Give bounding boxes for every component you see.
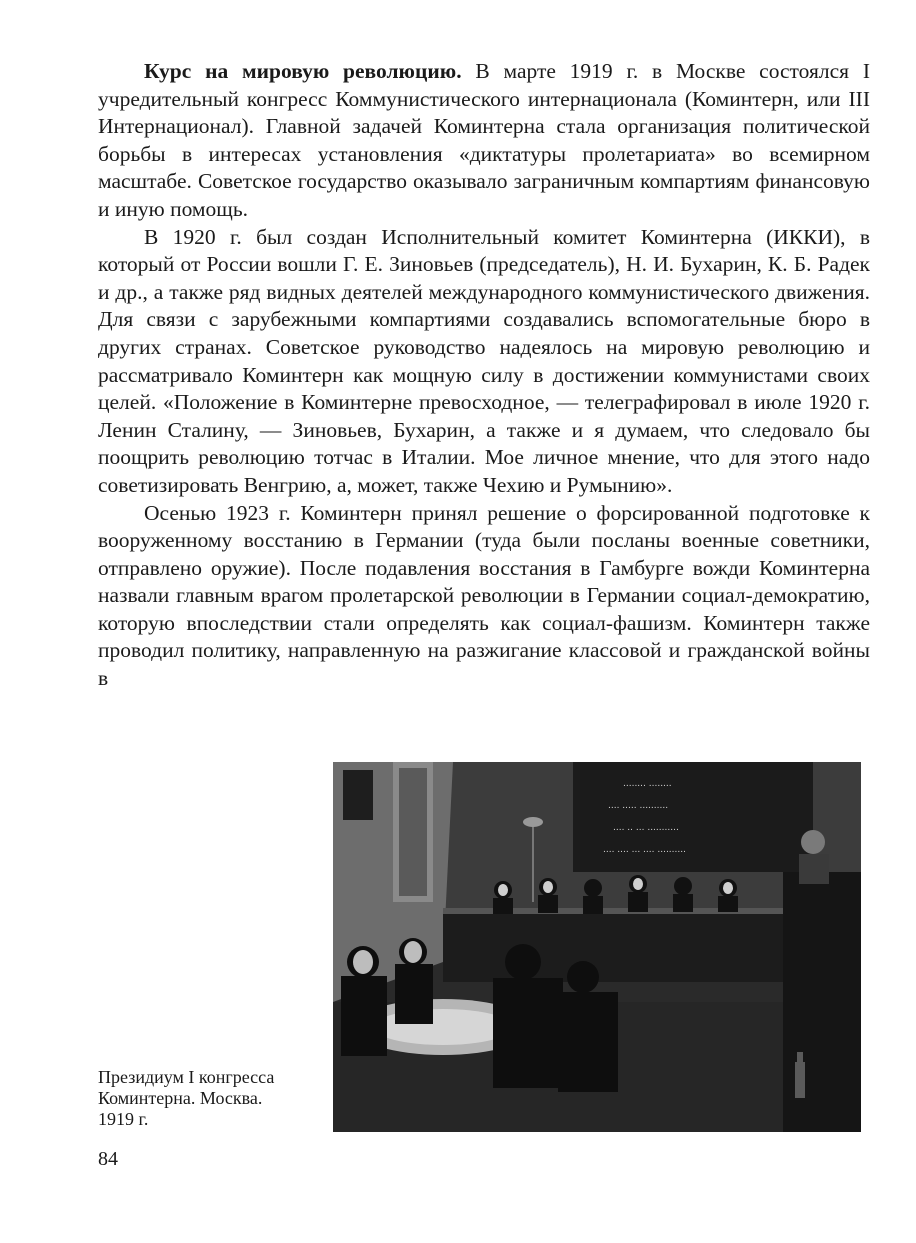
photo-illustration — [333, 762, 861, 1132]
caption-line: Коминтерна. Москва. — [98, 1088, 263, 1108]
page-number: 84 — [98, 1148, 118, 1170]
svg-text:.... .. ... ...........: .... .. ... ........... — [613, 823, 679, 833]
svg-text:.... .... ... .... ..........: .... .... ... .... .......... — [603, 845, 686, 855]
svg-text:.... ..... ..........: .... ..... .......... — [608, 801, 669, 811]
paragraph-1-text: В марте 1919 г. в Москве состоялся I учредительный конгресс Коммунистического интернационала (Коминтерн, или III Интернационал). Главной задачей Коминтерна стала организация политической борьбы в интересах установления «диктатуры пролетариата» во всемирном масштабе. Советское государство оказывало заграничным компартиям финансовую и иную помощь. — [98, 59, 870, 221]
caption-line: 1919 г. — [98, 1109, 149, 1129]
paragraph-1 — [98, 58, 870, 224]
section-heading: Курс на мировую революцию. — [144, 59, 462, 83]
paragraph-3: Осенью 1923 г. Коминтерн принял решение о форсированной подготовке к вооруженному восстанию в Германии (туда были посланы военные советники, отправлено оружие). После подавления восстания в Гамбурге вожди Коминтерна назвали главным врагом пролетарской революции в Германии социал-демократию, которую впоследствии стали определять как социал-фашизм. Коминтерн также проводил политику, направленную на разжигание классовой и гражданской войны в — [98, 500, 870, 691]
paragraph-2: В 1920 г. был создан Исполнительный комитет Коминтерна (ИККИ), в который от России вошли Г. Е. Зиновьев (председатель), Н. И. Бухарин, К. Б. Радек и др., а также ряд видных деятелей международного коммунистического движения. Для связи с зарубежными компартиями создавались вспомогательные бюро в других странах. Советское руководство надеялось на мировую революцию и рассматривало Коминтерн как мощную силу в достижении коммунистами своих целей. «Положение в Коминтерне превосходное, — телеграфировал в июле 1920 г. Ленин Сталину, — Зиновьев, Бухарин, а также и я думаем, что следовало бы поощрить революцию тотчас в Италии. Мое личное мнение, что для этого надо советизировать Венгрию, а, может, также Чехию и Румынию». — [98, 224, 870, 497]
svg-text:........ ........: ........ ........ — [623, 779, 672, 789]
caption-line: Президиум I конгресса — [98, 1067, 275, 1087]
photo-caption — [98, 1067, 328, 1130]
body-text — [98, 58, 870, 693]
congress-photo — [333, 762, 861, 1132]
